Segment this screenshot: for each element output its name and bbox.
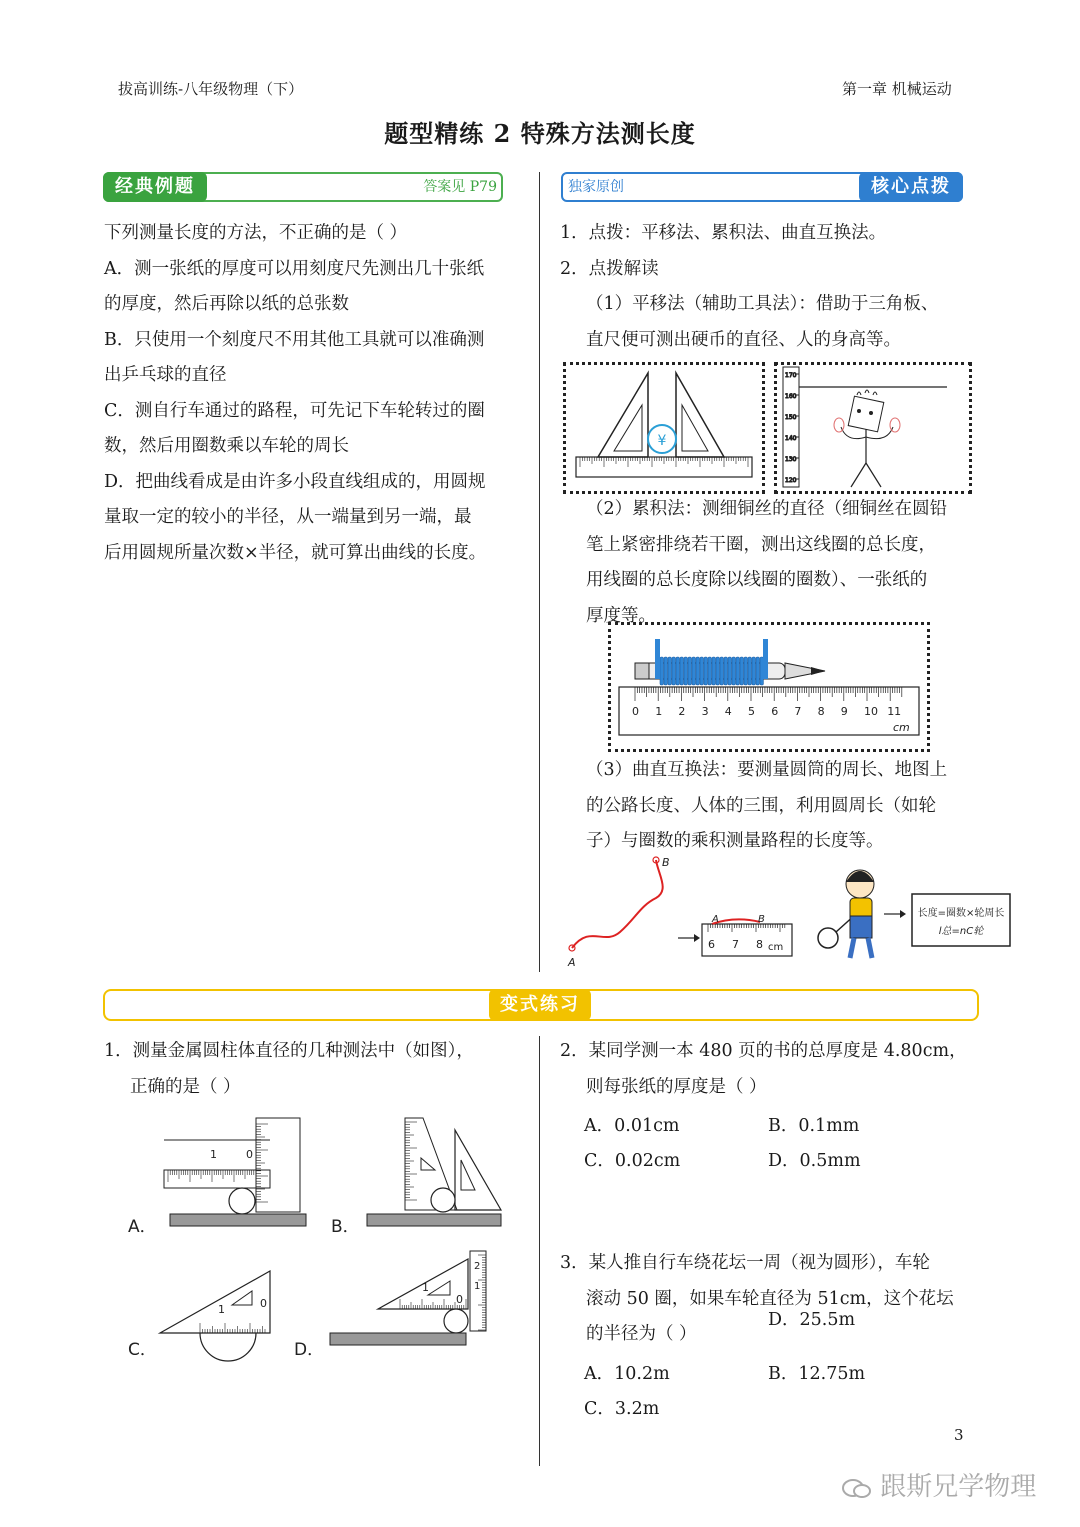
header-right: 第一章 机械运动 xyxy=(842,80,952,98)
formula-symbolic: l总=nC轮 xyxy=(938,926,984,937)
example-line: 后用圆规所量次数×半径，就可算出曲线的长度。 xyxy=(104,542,487,563)
q1a-num-0: 0 xyxy=(246,1148,253,1161)
example-question xyxy=(104,216,524,571)
coil-measure-figure xyxy=(608,622,930,752)
practice-tag: 变式练习 xyxy=(489,989,591,1021)
height-tick-label: 150 xyxy=(785,414,797,421)
wechat-icon xyxy=(842,1477,872,1499)
small-ruler-8: 8 xyxy=(756,938,763,951)
column-divider-bottom xyxy=(539,1036,540,1466)
original-label: 独家原创 xyxy=(568,179,624,195)
ruler-number: 10 xyxy=(864,705,878,718)
example-option-c: C．测自行车通过的路程，可先记下车轮转过的圈 xyxy=(104,400,485,421)
practice-question-3 xyxy=(560,1246,980,1353)
tips-tag: 核心点拨 xyxy=(859,172,963,202)
example-tag: 经典例题 xyxy=(103,172,207,202)
ruler-number: 11 xyxy=(887,705,902,718)
example-line: 的厚度，然后再除以纸的总张数 xyxy=(104,294,349,314)
watermark-text: 跟斯兄学物理 xyxy=(880,1472,1037,1502)
coil-measure-drawing xyxy=(611,625,927,749)
ruler-number: 1 xyxy=(655,705,663,718)
q3-option-d[interactable]: D．25.5m xyxy=(768,1310,856,1330)
ruler-number: 4 xyxy=(724,705,732,718)
q1c-num-0: 0 xyxy=(260,1297,267,1310)
q1-figure-b xyxy=(325,1110,525,1240)
page-number: 3 xyxy=(954,1426,964,1444)
answer-reference: 答案见 P79 xyxy=(423,179,497,195)
q3-text: 滚动 50 圈，如果车轮直径为 51cm，这个花坛 xyxy=(586,1288,954,1309)
ruler-number: 7 xyxy=(794,705,802,718)
tips-intro xyxy=(560,216,980,358)
tip-translation-method: （1）平移法（辅助工具法）：借助于三角板、 xyxy=(586,294,939,314)
height-tick-label: 140 xyxy=(785,435,797,442)
q2-option-a[interactable]: A．0.01cm xyxy=(584,1116,680,1136)
height-measure-drawing xyxy=(777,365,969,491)
q3-option-a[interactable]: A．10.2m xyxy=(584,1364,670,1384)
coin-measure-figure xyxy=(563,362,765,494)
tips-curve xyxy=(586,753,986,860)
tip-point-2: 2．点拨解读 xyxy=(560,258,659,279)
q1-figure-d xyxy=(290,1245,520,1365)
ruler-number: 0 xyxy=(632,705,639,718)
ruler-number: 6 xyxy=(771,705,779,718)
example-line: 数，然后用圈数乘以车轮的周长 xyxy=(104,436,349,456)
example-line: 量取一定的较小的半径，从一端量到另一端，最 xyxy=(104,507,472,527)
q2-text: 则每张纸的厚度是（ ） xyxy=(586,1076,767,1097)
small-ruler-6: 6 xyxy=(708,938,715,951)
example-line: 下列测量长度的方法，不正确的是（ ） xyxy=(104,223,408,243)
height-tick-label: 120 xyxy=(785,477,797,484)
q1d-side-2: 2 xyxy=(474,1261,481,1272)
q2-option-c[interactable]: C．0.02cm xyxy=(584,1151,681,1171)
small-ruler-7: 7 xyxy=(732,938,739,951)
tip-curve-method: （3）曲直互换法：要测量圆筒的周长、地图上 xyxy=(586,760,948,780)
curve-label-a: A xyxy=(568,956,576,969)
small-ruler-cm: cm xyxy=(768,942,784,953)
column-divider-top xyxy=(539,172,540,972)
example-option-d: D．把曲线看成是由许多小段直线组成的，用圆规 xyxy=(104,471,486,492)
ruler-number: 2 xyxy=(678,705,686,718)
q2-option-d[interactable]: D．0.5mm xyxy=(768,1151,861,1171)
q1-label-c: C． xyxy=(128,1340,157,1360)
tip-text: 子）与圈数的乘积测量路程的长度等。 xyxy=(586,831,884,851)
example-option-b: B．只使用一个刻度尺不用其他工具就可以准确测 xyxy=(104,329,485,350)
q1-text: 1．测量金属圆柱体直径的几种测法中（如图）， xyxy=(104,1041,474,1061)
q3-text: 3．某人推自行车绕花坛一周（视为圆形），车轮 xyxy=(560,1253,930,1273)
q1d-side-1: 1 xyxy=(474,1281,481,1292)
tip-text: 用线圈的总长度除以线圈的圈数）、一张纸的 xyxy=(586,570,928,590)
tip-text: 的公路长度、人体的三围，利用圆周长（如轮 xyxy=(586,795,936,816)
height-tick-label: 130 xyxy=(785,456,797,463)
tip-text: 笔上紧密排绕若干圈，测出这线圈的总长度， xyxy=(586,534,936,555)
header-left: 拔高训练-八年级物理（下） xyxy=(118,80,304,98)
q1-label-d: D． xyxy=(294,1340,325,1360)
q1-figure-a xyxy=(120,1110,320,1240)
tip-accumulation-method: （2）累积法：测细铜丝的直径（细铜丝在圆铅 xyxy=(586,499,948,519)
ruler-number: 8 xyxy=(817,705,825,718)
formula-text: 长度=圈数×轮周长 xyxy=(917,908,1005,919)
ruler-label-b: B xyxy=(758,914,765,925)
coin-measure-drawing xyxy=(566,365,762,491)
q1a-num-1: 1 xyxy=(210,1148,217,1161)
tip-text: 厚度等。 xyxy=(586,605,656,626)
height-tick-label: 170 xyxy=(785,372,797,379)
tip-point-1: 1．点拨：平移法、累积法、曲直互换法。 xyxy=(560,223,887,243)
q1d-num-0: 0 xyxy=(456,1293,463,1306)
q3-option-b[interactable]: B．12.75m xyxy=(768,1364,866,1384)
ruler-number: 3 xyxy=(701,705,709,718)
tips-accumulation xyxy=(586,492,986,634)
q3-text: 的半径为（ ） xyxy=(586,1324,697,1344)
watermark xyxy=(842,1466,1036,1503)
cm-unit: cm xyxy=(893,721,910,734)
q1d-num-1: 1 xyxy=(422,1281,429,1294)
q1-label-b: B． xyxy=(331,1217,360,1237)
ruler-number: 5 xyxy=(748,705,755,718)
q2-text: 2．某同学测一本 480 页的书的总厚度是 4.80cm， xyxy=(560,1041,967,1061)
q1c-num-1: 1 xyxy=(218,1303,225,1316)
ruler-number: 9 xyxy=(840,705,848,718)
tip-text: 直尺便可测出硬币的直径、人的身高等。 xyxy=(586,329,901,350)
practice-question-1 xyxy=(104,1034,524,1105)
practice-question-2 xyxy=(560,1034,980,1105)
example-option-a: A．测一张纸的厚度可以用刻度尺先测出几十张纸 xyxy=(104,258,485,279)
coin-symbol: ¥ xyxy=(657,433,667,449)
q2-option-b[interactable]: B．0.1mm xyxy=(768,1116,860,1136)
height-measure-figure xyxy=(774,362,972,494)
curve-wheel-figure xyxy=(560,854,1020,974)
q1-label-a: A． xyxy=(128,1217,157,1237)
example-line: 出乒乓球的直径 xyxy=(104,365,227,385)
height-tick-label: 160 xyxy=(785,393,797,400)
ruler-label-a: A xyxy=(712,914,719,925)
q1-text: 正确的是（ ） xyxy=(130,1076,241,1097)
page-title: 题型精练 2 特殊方法测长度 xyxy=(384,119,696,148)
q3-option-c[interactable]: C．3.2m xyxy=(584,1399,660,1419)
curve-label-b: B xyxy=(662,856,670,869)
